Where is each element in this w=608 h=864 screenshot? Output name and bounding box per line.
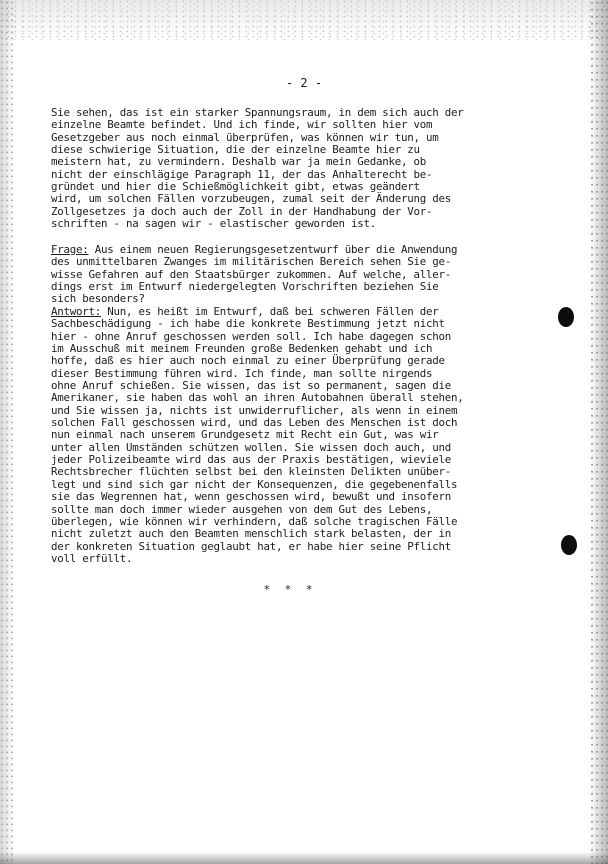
- text-line: wisse Gefahren auf den Staatsbürger zukommen. Auf welche, aller-: [51, 267, 452, 281]
- text-line: legt und sind sich gar nicht der Konsequenzen, die gegebenenfalls: [51, 477, 458, 491]
- question-label: Frage:: [51, 243, 89, 256]
- scan-edge-top: [0, 0, 608, 40]
- text-line: diese schwierige Situation, die der einzelne Beamte hier zu: [51, 143, 420, 157]
- text-line: nicht der einschlägige Paragraph 11, der das Anhalterecht be-: [51, 167, 433, 181]
- answer-first-text: Nun, es heißt im Entwurf, daß bei schweren Fällen der: [101, 305, 439, 318]
- text-line: Sachbeschädigung - ich habe die konkrete Bestimmung jetzt nicht: [51, 317, 445, 331]
- text-line: einzelne Beamte befindet. Und ich finde, wir sollten hier vom: [51, 118, 433, 132]
- text-line: meistern hat, zu vermindern. Deshalb war ja mein Gedanke, ob: [51, 155, 427, 169]
- text-line: solchen Fall geschossen wird, und das Leben des Menschen ist doch: [51, 416, 458, 430]
- answer-block: [51, 306, 561, 565]
- text-line: hier - ohne Anruf geschossen werden soll. Ich habe dagegen schon: [51, 329, 452, 343]
- text-line: jeder Polizeibeamte wird das aus der Praxis bestätigen, wieviele: [51, 453, 452, 467]
- scan-edge-left: [0, 0, 14, 864]
- scan-edge-bottom: [0, 852, 608, 864]
- punch-hole-lower: [561, 535, 577, 555]
- text-line: überlegen, wie können wir verhindern, daß solche tragischen Fälle: [51, 514, 458, 528]
- text-line: gründet und hier die Schießmöglichkeit gibt, etwas geändert: [51, 180, 420, 194]
- text-line: ohne Anruf schießen. Sie wissen, das ist so permanent, sagen die: [51, 379, 452, 393]
- text-line: sollte man doch immer wieder ausgehen von dem Gut des Lebens,: [51, 502, 433, 516]
- text-line: und Sie wissen ja, nichts ist unwiderruflicher, als wenn in einem: [51, 403, 458, 417]
- text-line: dings erst im Entwurf niedergelegten Vorschriften beziehen Sie: [51, 280, 439, 294]
- text-line: Amerikaner, sie haben das wohl an ihren Autobahnen überall stehen,: [51, 391, 464, 405]
- text-line: sich besonders?: [51, 292, 145, 306]
- text-line: nun einmal nach unserem Grundgesetz mit Recht ein Gut, was wir: [51, 428, 439, 442]
- page-number: - 2 -: [285, 76, 323, 90]
- text-line: des unmittelbaren Zwanges im militärischen Bereich sehen Sie ge-: [51, 255, 452, 269]
- text-line: wird, um solchen Fällen vorzubeugen, zumal seit der Änderung des: [51, 192, 452, 206]
- text-line: nicht zuletzt auch den Beamten menschlich stark belasten, der in: [51, 527, 452, 541]
- text-line: voll erfüllt.: [51, 551, 133, 565]
- answer-label: Antwort:: [51, 305, 102, 318]
- text-line: Zollgesetzes ja doch auch der Zoll in der Handhabung der Vor-: [51, 204, 433, 218]
- scan-edge-right: [590, 0, 608, 864]
- text-line: sie das Wegrennen hat, wenn geschossen wird, bewußt und insofern: [51, 490, 452, 504]
- text-line: Gesetzgeber aus noch einmal überprüfen, was können wir tun, um: [51, 130, 439, 144]
- question-first-text: Aus einem neuen Regierungsgesetzentwurf über die Anwendung: [88, 243, 458, 256]
- paragraph-intro: [51, 107, 561, 230]
- text-line: hoffe, daß es hier auch noch einmal zu einer Überprüfung gerade: [51, 354, 445, 368]
- text-line: dieser Bestimmung führen wird. Ich finde, man sollte nirgends: [51, 366, 433, 380]
- question-block: [51, 244, 561, 306]
- text-line: schriften - na sagen wir - elastischer geworden ist.: [51, 217, 377, 231]
- text-line: Rechtsbrecher flüchten selbst bei den kleinsten Delikten unüber-: [51, 465, 452, 479]
- text-line: Sie sehen, das ist ein starker Spannungsraum, in dem sich auch der: [51, 106, 464, 119]
- section-separator: * * *: [263, 583, 317, 596]
- text-line: im Ausschuß mit meinem Freunden große Bedenken gehabt und ich: [51, 342, 433, 356]
- text-line: der konkreten Situation geglaubt hat, er habe hier seine Pflicht: [51, 539, 452, 553]
- text-line: unter allen Umständen schützen wollen. Sie wissen doch auch, und: [51, 440, 452, 454]
